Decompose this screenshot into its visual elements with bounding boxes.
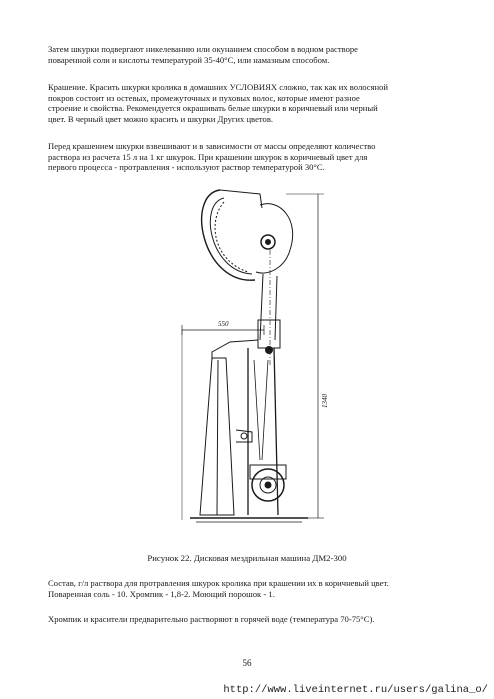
paragraph-dyeing-intro: [48, 82, 448, 124]
text-line: Состав, г/л раствора для протравления шкурок кролика при крашении их в коричневый цвет.: [48, 578, 389, 588]
paragraph-composition: [48, 578, 448, 599]
disk-hatching: [215, 202, 248, 272]
text-line: поваренной соли и кислоты температурой 35-40°С, или намазным способом.: [48, 54, 330, 65]
text-line: Крашение. Красить шкурки кролика в домашних УСЛОВИЯХ сложно, так как их волосяной: [48, 82, 389, 92]
dimension-550-label: 550: [218, 320, 229, 328]
top-guard: [220, 190, 262, 208]
paragraph-dissolving: [48, 614, 448, 625]
page-number: 56: [242, 658, 252, 668]
text-line: Поваренная соль - 10. Хромпик - 1,8-2. Моющий порошок - 1.: [48, 588, 275, 599]
fleshing-machine-figure: [160, 180, 340, 535]
disk-guard: [202, 190, 255, 280]
text-line: Перед крашением шкурки взвешивают и в зависимости от массы определяют количество: [48, 141, 376, 151]
text-line: первого процесса - протравления - используют раствор температурой 30°С.: [48, 162, 325, 173]
text-line: покров состоит из остевых, промежуточных и пуховых волос, которые имеют разное: [48, 92, 360, 103]
text-line: Хромпик и красители предварительно растворяют в горячей воде (температура 70-75°С).: [48, 614, 375, 624]
paragraph-fleshing-method: [48, 44, 448, 65]
text-line: Затем шкурки подвергают никелеванию или окунанием способом в водном растворе: [48, 44, 358, 54]
text-line: цвет. В черный цвет можно красить и шкурки Других цветов.: [48, 113, 274, 124]
pedal-lever: [236, 430, 252, 442]
text-line: строение и свойства. Рекомендуется окрашивать белые шкурки в коричневый или черный: [48, 103, 378, 114]
pulley-upper: [266, 347, 273, 354]
source-url[interactable]: http://www.liveinternet.ru/users/galina_o/: [223, 684, 488, 696]
figure-caption: Рисунок 22. Дисковая мездрильная машина ДМ2-300: [147, 553, 347, 563]
support-arm: [212, 340, 258, 360]
dimension-1340-label: 1340: [321, 394, 329, 408]
paragraph-dyeing-preparation: [48, 141, 448, 173]
text-line: раствора из расчета 15 л на 1 кг шкурок. При крашении шкурок в коричневый цвет для: [48, 151, 368, 162]
disk-axle: [266, 240, 271, 245]
motor-block-upper: [258, 320, 280, 348]
